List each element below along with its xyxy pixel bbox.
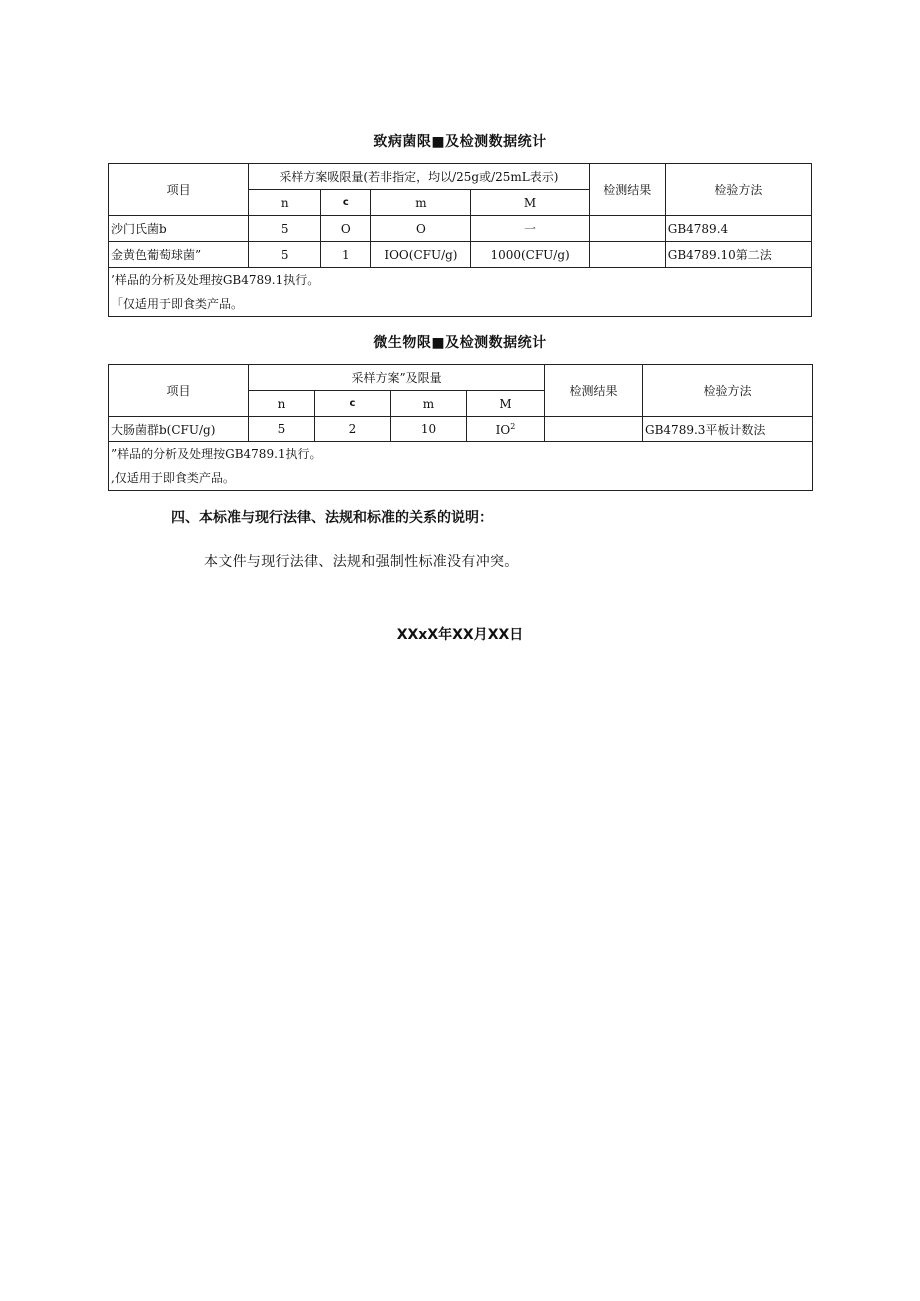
cell-result bbox=[545, 417, 643, 442]
cell-n: 5 bbox=[249, 242, 321, 268]
cell-result bbox=[589, 216, 665, 242]
header-result: 检测结果 bbox=[545, 365, 643, 417]
table-row bbox=[109, 417, 813, 442]
header-m: m bbox=[391, 391, 467, 417]
header-item: 项目 bbox=[109, 164, 249, 216]
table-notes-row bbox=[109, 442, 813, 491]
header-item: 项目 bbox=[109, 365, 249, 417]
cell-item: 沙门氏菌b bbox=[109, 216, 249, 242]
cell-n: 5 bbox=[249, 417, 315, 442]
note-line: ”样品的分析及处理按GB4789.1执行。 bbox=[111, 447, 322, 461]
note-line: ’样品的分析及处理按GB4789.1执行。 bbox=[111, 273, 320, 287]
cell-m: O bbox=[371, 216, 471, 242]
table-row bbox=[109, 242, 812, 268]
header-c: c bbox=[315, 391, 391, 417]
table-header-row bbox=[109, 365, 813, 391]
header-m: m bbox=[371, 190, 471, 216]
cell-M: 1000(CFU/g) bbox=[471, 242, 589, 268]
header-sampling: 采样方案”及限量 bbox=[249, 365, 545, 391]
cell-n: 5 bbox=[249, 216, 321, 242]
section-paragraph: 本文件与现行法律、法规和强制性标准没有冲突。 bbox=[204, 554, 519, 570]
cell-result bbox=[589, 242, 665, 268]
note-line: ,仅适用于即食类产品。 bbox=[111, 471, 235, 485]
table1-caption: 致病菌限■及检测数据统计 bbox=[373, 134, 547, 150]
header-c: c bbox=[321, 190, 371, 216]
cell-item: 金黄色葡萄球菌” bbox=[109, 242, 249, 268]
header-method: 检验方法 bbox=[643, 365, 813, 417]
cell-method: GB4789.3平板计数法 bbox=[643, 417, 813, 442]
header-n: n bbox=[249, 190, 321, 216]
table2-caption: 微生物限■及检测数据统计 bbox=[373, 335, 547, 351]
header-sampling: 采样方案吸限量(若非指定，均以/25g或/25mL表示) bbox=[249, 164, 589, 190]
note-line: 「仅适用于即食类产品。 bbox=[111, 297, 244, 311]
table-notes-row bbox=[109, 268, 812, 317]
cell-c: O bbox=[321, 216, 371, 242]
header-M: M bbox=[471, 190, 589, 216]
cell-M: 一 bbox=[471, 216, 589, 242]
cell-c: 1 bbox=[321, 242, 371, 268]
cell-item: 大肠菌群b(CFU/g) bbox=[109, 417, 249, 442]
cell-m: 10 bbox=[391, 417, 467, 442]
table-notes bbox=[109, 442, 813, 491]
header-result: 检测结果 bbox=[589, 164, 665, 216]
microbial-limits-table bbox=[108, 364, 813, 491]
table-row bbox=[109, 216, 812, 242]
header-n: n bbox=[249, 391, 315, 417]
table-notes bbox=[109, 268, 812, 317]
section-heading: 四、本标准与现行法律、法规和标准的关系的说明： bbox=[171, 510, 493, 526]
cell-M-base: IO bbox=[495, 422, 511, 437]
cell-M-exponent: 2 bbox=[510, 421, 516, 431]
header-M: M bbox=[467, 391, 545, 417]
cell-method: GB4789.4 bbox=[665, 216, 811, 242]
cell-M bbox=[467, 417, 545, 442]
pathogen-limits-table bbox=[108, 163, 812, 317]
table-header-row bbox=[109, 164, 812, 190]
header-method: 检验方法 bbox=[665, 164, 811, 216]
cell-c: 2 bbox=[315, 417, 391, 442]
document-date: XXxX年XX月XX日 bbox=[396, 627, 524, 643]
cell-method: GB4789.10第二法 bbox=[665, 242, 811, 268]
cell-m: IOO(CFU/g) bbox=[371, 242, 471, 268]
